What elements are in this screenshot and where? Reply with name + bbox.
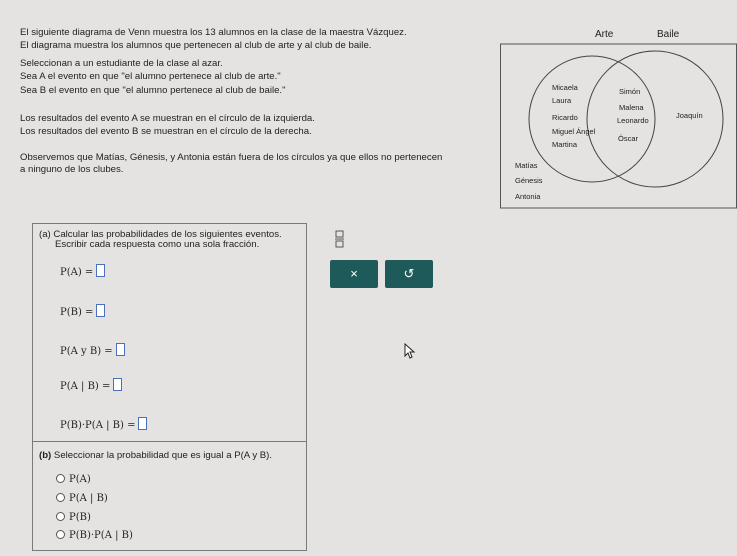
answer-box-p-b[interactable] — [96, 304, 105, 317]
eq-p-a-given-b — [60, 378, 122, 392]
part-b-label: (b) — [39, 450, 52, 461]
eq-p-a-and-b-label: P(A y B) = — [60, 346, 113, 357]
venn-name: Miguel Ángel — [552, 127, 596, 136]
problem-line-1: El siguiente diagrama de Venn muestra los 13 alumnos en la clase de la maestra Vázquez. — [20, 27, 407, 38]
problem-line-5: Sea B el evento en que "el alumno pertenece al club de baile." — [20, 85, 286, 96]
option-p-a[interactable] — [56, 474, 91, 485]
question-panel — [32, 223, 307, 551]
fraction-button[interactable] — [330, 228, 350, 250]
problem-line-3: Seleccionan a un estudiante de la clase al azar. — [20, 58, 223, 69]
venn-name: Joaquín — [676, 111, 703, 120]
option-label: P(B)·P(A | B) — [69, 530, 133, 541]
part-b-instruction — [39, 450, 272, 462]
eq-p-a-given-b-label: P(A | B) = — [60, 381, 111, 392]
venn-name: Antonia — [515, 192, 541, 201]
fraction-icon — [330, 228, 350, 250]
radio-icon[interactable] — [56, 493, 65, 502]
part-b-instruction-text: Seleccionar la probabilidad que es igual a P(A y B). — [53, 450, 273, 461]
radio-icon[interactable] — [56, 512, 65, 521]
problem-line-9: a ninguno de los clubes. — [20, 164, 124, 175]
eq-p-b — [60, 304, 105, 318]
radio-icon[interactable] — [56, 474, 65, 483]
option-label: P(A | B) — [69, 493, 108, 504]
answer-box-p-a-and-b[interactable] — [116, 343, 125, 356]
venn-name: Óscar — [618, 134, 639, 143]
problem-line-7: Los resultados del evento B se muestran en el círculo de la derecha. — [20, 126, 312, 137]
eq-product-label: P(B)·P(A | B) = — [60, 420, 136, 431]
eq-p-a-label: P(A) = — [60, 267, 94, 278]
venn-label-baile: Baile — [657, 29, 680, 40]
eq-product — [60, 417, 147, 431]
eq-p-b-label: P(B) = — [60, 307, 94, 318]
venn-name: Laura — [552, 96, 572, 105]
problem-line-4: Sea A el evento en que "el alumno pertenece al club de arte." — [20, 71, 281, 82]
mouse-cursor-icon — [404, 343, 416, 364]
venn-name: Matías — [515, 161, 538, 170]
problem-line-2: El diagrama muestra los alumnos que pertenecen al club de arte y al club de baile. — [20, 40, 372, 51]
venn-name: Ricardo — [552, 113, 578, 122]
answer-box-product[interactable] — [138, 417, 147, 430]
part-a-instruction-1: Calcular las probabilidades de los siguientes eventos. — [53, 229, 282, 240]
problem-line-6: Los resultados del evento A se muestran en el círculo de la izquierda. — [20, 113, 315, 124]
option-label: P(B) — [69, 512, 91, 523]
part-a-instruction-2: Escribir cada respuesta como una sola fracción. — [55, 239, 260, 250]
venn-diagram — [500, 24, 737, 209]
option-product[interactable] — [56, 530, 133, 541]
venn-name: Micaela — [552, 83, 578, 92]
eq-p-a-and-b — [60, 343, 125, 357]
option-p-a-given-b[interactable] — [56, 493, 108, 504]
option-p-b[interactable] — [56, 512, 91, 523]
part-a-label: (a) — [39, 229, 51, 240]
answer-box-p-a-given-b[interactable] — [113, 378, 122, 391]
venn-label-arte: Arte — [595, 29, 614, 40]
problem-line-8: Observemos que Matías, Génesis, y Antonia están fuera de los círculos ya que ellos no pertenecen — [20, 152, 443, 163]
undo-button[interactable]: ↺ — [385, 260, 433, 288]
venn-name: Leonardo — [617, 116, 649, 125]
option-label: P(A) — [69, 474, 91, 485]
venn-name: Malena — [619, 103, 644, 112]
answer-box-p-a[interactable] — [96, 264, 105, 277]
part-divider — [33, 441, 306, 442]
venn-name: Martina — [552, 140, 578, 149]
venn-name: Simón — [619, 87, 641, 96]
eq-p-a — [60, 264, 105, 278]
venn-name: Génesis — [515, 176, 543, 185]
clear-button[interactable]: × — [330, 260, 378, 288]
radio-icon[interactable] — [56, 530, 65, 539]
